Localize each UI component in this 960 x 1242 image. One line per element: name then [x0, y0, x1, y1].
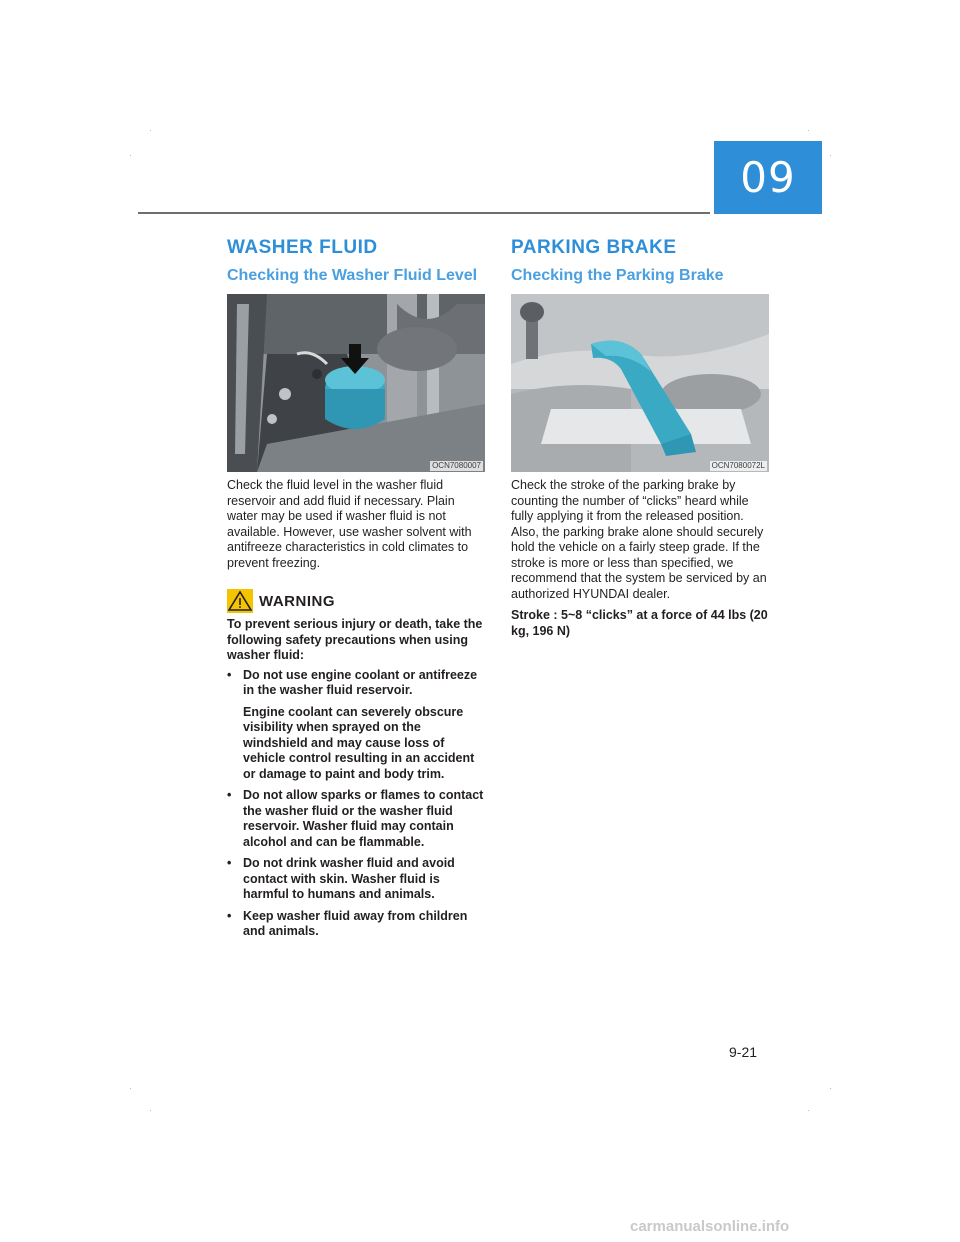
warning-list [227, 668, 485, 940]
parking-brake-stroke-spec: Stroke : 5~8 “clicks” at a force of 44 lbs (20 kg, 196 N) [511, 608, 768, 638]
warning-triangle-icon [227, 589, 253, 613]
watermark: carmanualsonline.info [630, 1218, 790, 1235]
washer-fluid-body-text: Check the fluid level in the washer fluid reservoir and add fluid if necessary. Plain water may be used if washer fluid is not available. However, use washer solvent with antifreeze characteristics in cold climates to prevent freezing. [227, 478, 472, 570]
warning-item-text: Do not use engine coolant or antifreeze in the washer fluid reservoir. [243, 667, 478, 697]
bullet: • [227, 667, 232, 682]
crop-mark [808, 1110, 809, 1111]
bullet: • [227, 908, 232, 923]
crop-mark [130, 155, 131, 156]
section-title-parking-brake: PARKING BRAKE [511, 237, 677, 258]
warning-item-text: Do not allow sparks or flames to contact the washer fluid or the washer fluid reservoir. Washer fluid may contain alcohol and can be flammable. [243, 788, 484, 849]
crop-mark [808, 130, 809, 131]
parking-brake-figure [511, 294, 769, 472]
crop-mark [830, 1088, 831, 1089]
parking-brake-column [511, 236, 769, 652]
warning-header [227, 589, 485, 613]
warning-item-children [227, 909, 485, 940]
crop-mark [830, 155, 831, 156]
washer-fluid-column [227, 236, 485, 946]
warning-title: WARNING [259, 592, 335, 610]
parking-brake-body-text: Check the stroke of the parking brake by counting the number of “clicks” heard while fully applying it from the released position. Also, the parking brake alone should securely hold the vehicle on a fairly steep grade. If the stroke is more or less than specified, we recommend that the system be serviced by an authorized HYUNDAI dealer. [511, 478, 767, 601]
chapter-tab: 09 [714, 141, 822, 214]
parking-brake-illustration [511, 294, 769, 472]
warning-item-coolant [227, 668, 485, 783]
bullet: • [227, 788, 232, 802]
bullet: • [227, 856, 232, 870]
warning-item-detail: Engine coolant can severely obscure visibility when sprayed on the windshield and may cause loss of vehicle control resulting in an accident or damage to paint and body trim. [243, 704, 475, 781]
washer-reservoir-illustration [227, 294, 485, 472]
warning-item-text: Do not drink washer fluid and avoid contact with skin. Washer fluid is harmful to humans and animals. [243, 856, 455, 901]
subsection-title-washer-fluid-level: Checking the Washer Fluid Level [227, 267, 478, 284]
header-rule [138, 212, 710, 214]
warning-intro: To prevent serious injury or death, take the following safety precautions when using washer fluid: [227, 617, 483, 662]
washer-reservoir-figure [227, 294, 485, 472]
crop-mark [130, 1088, 131, 1089]
crop-mark [150, 130, 151, 131]
warning-item-sparks [227, 788, 485, 850]
crop-mark [150, 1110, 151, 1111]
warning-item-drink [227, 856, 485, 903]
section-title-washer-fluid: WASHER FLUID [227, 237, 378, 258]
subsection-title-parking-brake-check: Checking the Parking Brake [511, 267, 724, 284]
warning-item-text: Keep washer fluid away from children and animals. [243, 908, 468, 938]
figure-code: OCN7080007 [432, 461, 481, 470]
page-number: 9-21 [729, 1044, 758, 1060]
figure-code: OCN7080072L [711, 461, 765, 470]
